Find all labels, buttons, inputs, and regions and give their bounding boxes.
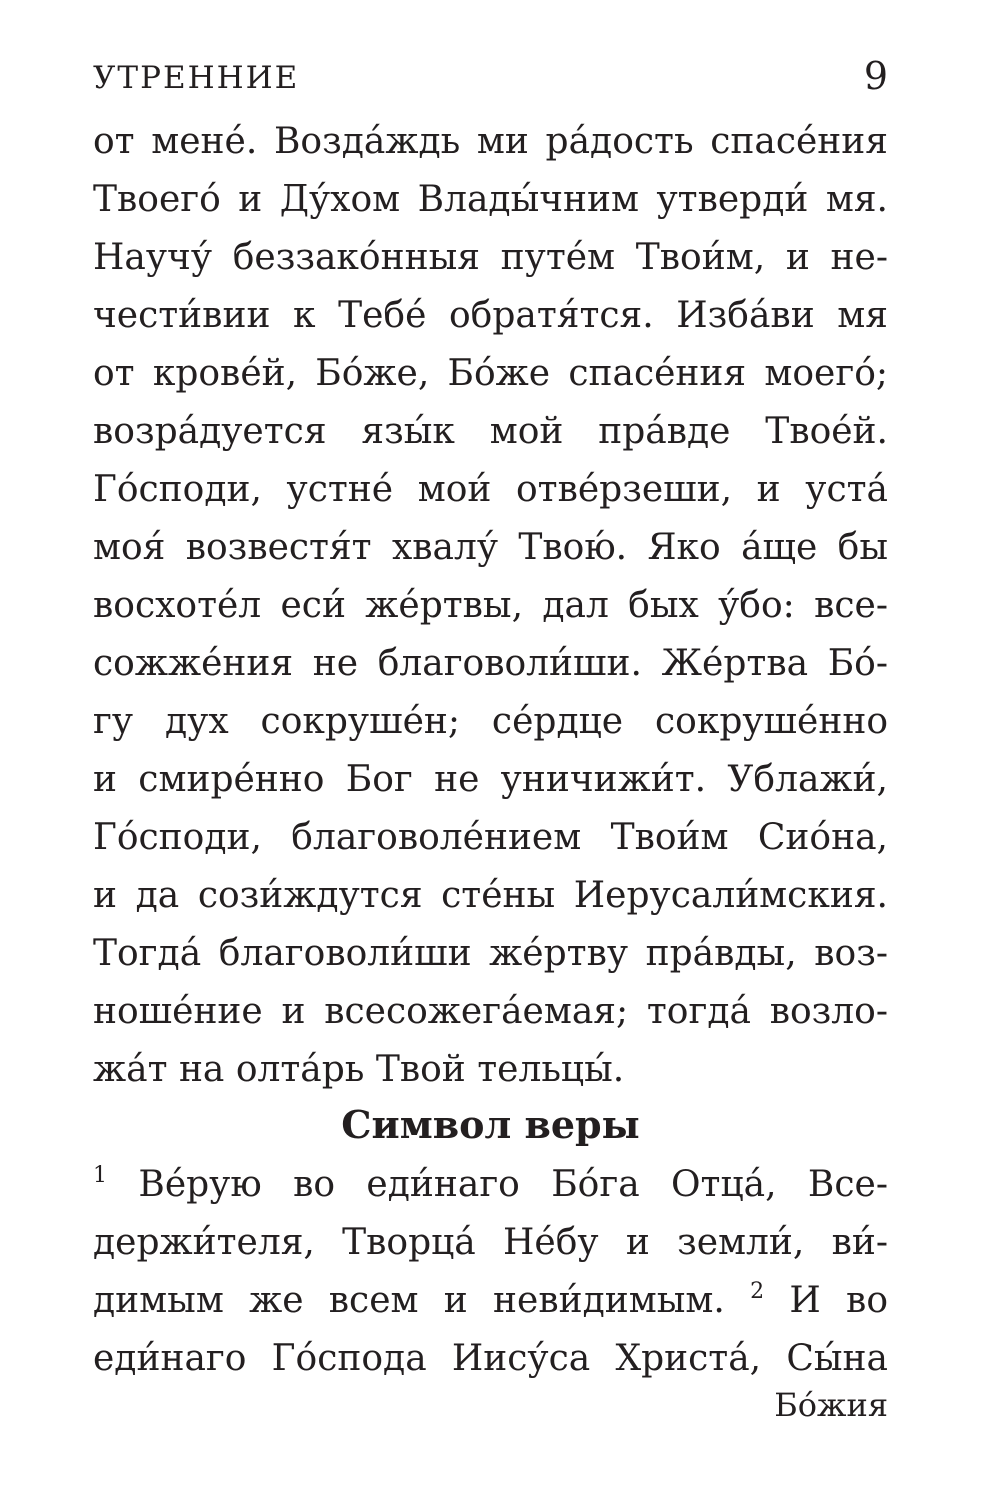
psalm-line: от мене́. Возда́ждь ми ра́дость спасе́ния xyxy=(93,121,888,162)
psalm-line: Тогда́ благоволи́ши же́ртву пра́вды, воз- xyxy=(93,933,888,974)
psalm-line: от крове́й, Бо́же, Бо́же спасе́ния моего́; xyxy=(93,353,888,394)
psalm-line: Го́споди, благоволе́нием Твои́м Сио́на, xyxy=(93,817,888,858)
psalm-line: и да сози́ждутся сте́ны Иерусали́мския. xyxy=(93,875,888,916)
creed-text: Ве́рую во еди́наго Бо́га Отца́, Все- xyxy=(138,1164,888,1205)
section-heading: Символ веры xyxy=(341,1102,640,1147)
psalm-line: Твоего́ и Ду́хом Влады́чним утверди́ мя. xyxy=(93,179,888,220)
running-title: УТРЕННИЕ xyxy=(93,60,300,96)
psalm-line: возра́дуется язы́к мой пра́вде Твое́й. xyxy=(93,411,888,452)
psalm-line: восхоте́л еси́ же́ртвы, дал бых у́бо: все- xyxy=(93,585,888,626)
verse-number: 1 xyxy=(93,1163,107,1188)
page-number: 9 xyxy=(863,54,888,98)
creed-line xyxy=(93,1160,888,1210)
psalm-line-last: жа́т на олта́рь Твой тельцы́. xyxy=(93,1049,625,1090)
psalm-line: чести́вии к Тебе́ обратя́тся. Изба́ви мя xyxy=(93,295,888,336)
catchword: Бо́жия xyxy=(774,1386,888,1424)
psalm-line: сожже́ния не благоволи́ши. Же́ртва Бо́- xyxy=(93,643,888,684)
creed-text: И во xyxy=(789,1280,888,1321)
creed-text: димым же всем и неви́димым. xyxy=(93,1280,725,1321)
psalm-line: Го́споди, устне́ мои́ отве́рзеши, и уста́ xyxy=(93,469,888,510)
creed-line xyxy=(93,1276,888,1326)
creed-line: еди́наго Го́спода Иису́са Христа́, Сы́на xyxy=(93,1338,888,1379)
psalm-line: моя́ возвестя́т хвалу́ Твою́. Яко а́ще бы xyxy=(93,527,888,568)
psalm-line: и смире́нно Бог не уничижи́т. Ублажи́, xyxy=(93,759,888,800)
psalm-line: гу дух сокруше́н; се́рдце сокруше́нно xyxy=(93,701,888,742)
verse-number: 2 xyxy=(750,1279,765,1304)
creed-line: держи́теля, Творца́ Не́бу и земли́, ви́- xyxy=(93,1222,888,1263)
psalm-line: Научу́ беззако́нныя путе́м Твои́м, и не- xyxy=(93,237,888,278)
psalm-line: ноше́ние и всесожега́емая; тогда́ возло- xyxy=(93,991,888,1032)
